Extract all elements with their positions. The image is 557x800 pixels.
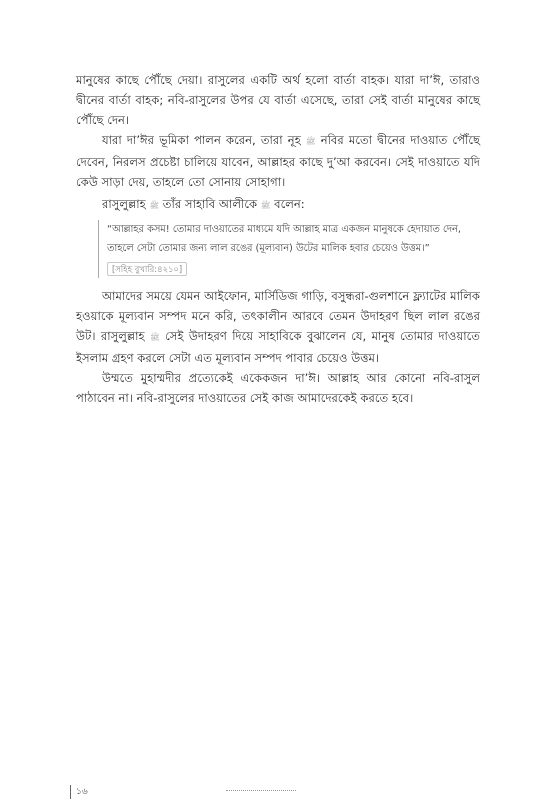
paragraph-2	[76, 130, 480, 192]
paragraph-2-text-b: নবির মতো দ্বীনের দাওয়াত পৌঁছে দেবেন, নিরলস প্রচেষ্টা চালিয়ে যাবেন, আল্লাহর কাছে দু’আ করবেন। সেই দাওয়াতে যদি কেউ সাড়া দেয়, তাহলে তো সোনায় সোহাগা।	[76, 133, 480, 189]
paragraph-1: মানুষের কাছে পৌঁছে দেয়া। রাসুলের একটি অর্থ হলো বার্তা বাহক। যারা দা’ঈ, তারাও দ্বীনের বার্তা বাহক; নবি-রাসুলের উপর যে বার্তা এসেছে, তারা সেই বার্তা মানুষের কাছে পৌঁছে দেন।	[76, 73, 480, 127]
hadith-quote-text: “আল্লাহর কসম! তোমার দাওয়াতের মাধ্যমে যদি আল্লাহ মাত্র একজন মানুষকে হেদায়াত দেন, তাহলে সেটা তোমার জন্য লাল রঙের (মূল্যবান) উটের মালিক হবার চেয়েও উত্তম।”	[107, 224, 461, 254]
paragraph-4-text-a: আমাদের সময়ে যেমন আইফোন, মার্সিডিজ গাড়ি, বসুন্ধরা-গুলশানে ফ্ল্যাটের মালিক হওয়াকে মূল্যবান সম্পদ মনে করি, তৎকালীন আরবে তেমন উদাহরণ ছিল লাল রঙের উট। রাসুলুল্লাহ	[76, 289, 480, 343]
page-number: ১৬	[76, 787, 88, 797]
paragraph-4	[76, 286, 480, 368]
honorific-symbol: ﷺ	[149, 201, 160, 210]
honorific-symbol: ﷺ	[260, 201, 271, 210]
running-footer-line	[226, 790, 296, 793]
honorific-symbol: ﷺ	[150, 333, 160, 342]
hadith-source-reference: [সহিহ বুখারি:৪২১০]	[107, 262, 187, 276]
attribution-text-b: তাঁর সাহাবি আলীকে	[159, 197, 261, 211]
hadith-quote-block	[98, 220, 480, 278]
paragraph-4-text-b: সেই উদাহরণ দিয়ে সাহাবিকে বুঝালেন যে, মানুষ তোমার দাওয়াতে ইসলাম গ্রহণ করলে সেটা এত মূল্যবান সম্পদ পাবার চেয়েও উত্তম।	[76, 329, 480, 365]
paragraph-5: উম্মতে মুহাম্মদীর প্রত্যেকেই একেকজন দা’ঈ। আল্লাহ আর কোনো নবি-রাসুল পাঠাবেন না। নবি-রাসুলের দাওয়াতের সেই কাজ আমাদেরকেই করতে হবে।	[76, 371, 480, 405]
honorific-symbol: ﷺ	[305, 137, 316, 146]
body-text	[76, 70, 480, 408]
attribution-text-a: রাসুলুল্লাহ	[102, 197, 150, 211]
quote-attribution	[76, 194, 480, 216]
attribution-text-c: বলেন:	[270, 197, 305, 211]
paragraph-2-text-a: যারা দা’ঈর ভূমিকা পালন করেন, তারা নূহ	[102, 133, 306, 147]
footer-rule	[70, 785, 71, 799]
